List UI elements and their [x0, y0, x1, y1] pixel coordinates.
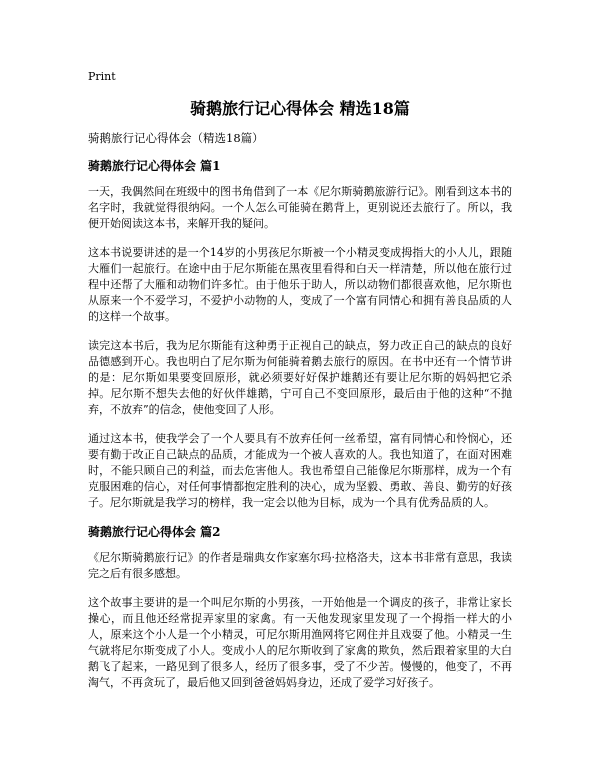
paragraph: 读完这本书后，我为尼尔斯能有这种勇于正视自己的缺点，努力改正自己的缺点的良好品德感到开心。我也明白了尼尔斯为何能骑着鹅去旅行的原因。在书中还有一个情节讲的是：尼尔斯如果要变回原形，就必须要好好保护雄鹅还有要让尼尔斯的妈妈把它杀掉。尼尔斯不想失去他的好伙伴雄鹅，宁可自己不变回原形，最后由于他的这种“不抛弃，不放弃”的信念，使他变回了人形。 [88, 339, 512, 416]
paragraph: 通过这本书，使我学会了一个人要具有不放弃任何一丝希望，富有同情心和怜悯心，还要有勤于改正自己缺点的品质，才能成为一个被人喜欢的人。我也知道了，在面对困难时，不能只顾自己的利益，而去危害他人。我也希望自己能像尼尔斯那样，成为一个有克服困难的信心，对任何事情都抱定胜利的决心，成为坚毅、勇敢、善良、勤劳的好孩子。尼尔斯就是我学习的榜样，我一定会以他为目标，成为一个具有优秀品质的人。 [88, 432, 512, 509]
paragraph: 一天，我偶然间在班级中的图书角借到了一本《尼尔斯骑鹅旅游行记》。刚看到这本书的名字时，我就觉得很纳闷。一个人怎么可能骑在鹅背上，更别说还去旅行了。所以，我便开始阅读这本书，来解开我的疑问。 [88, 185, 512, 230]
paragraph: 这个故事主要讲的是一个叫尼尔斯的小男孩，一开始他是一个调皮的孩子，非常让家长操心，而且他还经常捉弄家里的家禽。有一天他发现家里发现了一个拇指一样大的小人，原来这个小人是一个小精灵，可尼尔斯用渔网将它网住并且戏耍了他。小精灵一生气就将尼尔斯变成了小人。变成小人的尼尔斯收到了家禽的欺负，然后跟着家里的大白鹅飞了起来，一路见到了很多人，经历了很多事，受了不少苦。慢慢的，他变了，不再淘气，不再贪玩了，最后他又回到爸爸妈妈身边，还成了爱学习好孩子。 [88, 596, 512, 689]
section-1 [88, 158, 512, 511]
print-label[interactable]: Print [88, 70, 116, 83]
paragraph: 《尼尔斯骑鹅旅行记》的作者是瑞典女作家塞尔玛·拉格洛夫，这本书非常有意思，我读完之后有很多感想。 [88, 551, 512, 580]
section-heading: 骑鹅旅行记心得体会 篇1 [88, 159, 221, 173]
section-heading: 骑鹅旅行记心得体会 篇2 [88, 525, 221, 539]
subtitle: 骑鹅旅行记心得体会（精选18篇） [88, 131, 264, 145]
paragraph: 这本书说要讲述的是一个14岁的小男孩尼尔斯被一个小精灵变成拇指大的小人儿，跟随大雁们一起旅行。在途中由于尼尔斯能在黑夜里看得和白天一样清楚，所以他在旅行过程中还帮了大雁和动物们许多忙。由于他乐于助人，所以动物们都很喜欢他，尼尔斯也从原来一个不爱学习，不爱护小动物的人，变成了一个富有同情心和拥有善良品质的人的这样一个故事。 [88, 246, 512, 323]
section-2 [88, 524, 512, 691]
page-title: 骑鹅旅行记心得体会 精选18篇 [190, 99, 410, 118]
